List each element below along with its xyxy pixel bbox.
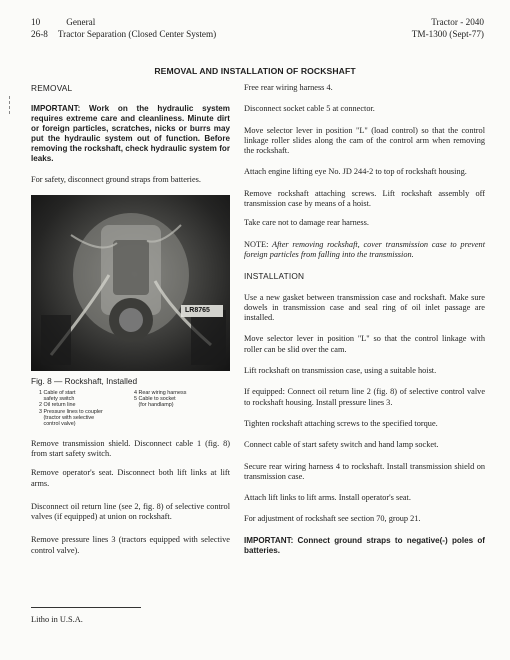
section-number: 26-8 <box>31 29 48 39</box>
removal-step: Remove transmission shield. Disconnect cable 1 (fig. 8) from start safety switch. <box>31 438 230 458</box>
removal-heading: REMOVAL <box>31 83 73 93</box>
installation-step: Tighten rockshaft attaching screws to the specified torque. <box>244 418 438 428</box>
removal-step: Disconnect oil return line (see 2, fig. 8) of selective control valves (if equipped) at union on rockshaft. <box>31 501 230 522</box>
installation-step: Use a new gasket between transmission case and rockshaft. Make sure dowels in transmission case and seal ring of oil inlet passage are installed. <box>244 292 485 323</box>
removal-step: Remove rockshaft attaching screws. Lift rockshaft assembly off transmission case by means of a hoist. <box>244 188 485 209</box>
legend-item: control valve) <box>39 421 76 428</box>
removal-step: Remove pressure lines 3 (tractors equipped with selective control valve). <box>31 535 230 555</box>
left-column <box>31 83 230 556</box>
removal-step: Remove operator's seat. Disconnect both lift links at lift arms. <box>31 468 230 488</box>
installation-step: Attach lift links to lift arms. Install operator's seat. <box>244 493 411 503</box>
margin-mark <box>9 96 10 114</box>
footer-text: Litho in U.S.A. <box>31 615 83 624</box>
section-title: Tractor Separation (Closed Center System) <box>57 29 217 39</box>
page-title: REMOVAL AND INSTALLATION OF ROCKSHAFT <box>154 66 356 76</box>
photo-label: LR8765 <box>185 306 210 314</box>
installation-step: If equipped: Connect oil return line 2 (fig. 8) of selective control valve to rockshaft housing. Install pressure lines 3. <box>244 387 485 407</box>
removal-step: Attach engine lifting eye No. JD 244-2 to top of rockshaft housing. <box>244 167 467 177</box>
right-column <box>244 83 485 556</box>
legend-item: 2 Oil return line <box>39 402 76 409</box>
removal-step: Disconnect socket cable 5 at connector. <box>244 104 375 114</box>
page-number: 10 <box>31 17 41 27</box>
figure-legend <box>31 390 230 428</box>
installation-step: For adjustment of rockshaft see section 70, group 21. <box>244 514 421 524</box>
installation-step: Lift rockshaft on transmission case, using a suitable hoist. <box>244 366 437 376</box>
removal-step: Free rear wiring harness 4. <box>244 83 333 92</box>
removal-step: Move selector lever in position "L" (load control) so that the control linkage roller slides along the cam of the control arm when removing the rockshaft. <box>244 125 485 156</box>
footer-rule <box>31 607 141 608</box>
installation-step: Connect cable of start safety switch and hand lamp socket. <box>244 440 439 450</box>
note-paragraph <box>244 240 485 261</box>
legend-item: 5 Cable to socket <box>134 396 176 403</box>
installation-heading: INSTALLATION <box>244 271 305 282</box>
figure-caption: Fig. 8 — Rockshaft, Installed <box>31 375 138 386</box>
legend-item: 3 Pressure lines to coupler <box>39 408 103 415</box>
important-notice: IMPORTANT: Work on the hydraulic system requires extreme care and cleanliness. Minute dirt or foreign particles, scratches, nicks or burrs may put the hydraulic system out of function. Before removing the rockshaft, check hydraulic system for leaks. <box>31 104 230 164</box>
legend-column-1 <box>31 390 134 428</box>
legend-item: 1 Cable of start <box>39 389 76 396</box>
legend-item: (for handlamp) <box>134 402 174 409</box>
installation-step: Secure rear wiring harness 4 to rockshaft. Install transmission shield on transmission case. <box>244 461 485 481</box>
manual-number: TM-1300 (Sept-77) <box>411 29 484 39</box>
safety-paragraph: For safety, disconnect ground straps from batteries. <box>31 175 201 185</box>
legend-item: (tractor with selective <box>39 415 95 422</box>
legend-column-2 <box>134 390 224 428</box>
installation-step: Move selector lever in position "L" so that the control linkage with roller can be slid over the cam. <box>244 334 485 354</box>
caution-text: Take care not to damage rear harness. <box>244 218 369 228</box>
rockshaft-photo-drawing <box>31 195 230 371</box>
tractor-model: Tractor - 2040 <box>431 17 484 27</box>
note-label: NOTE: <box>244 239 269 249</box>
rockshaft-photo <box>31 195 230 371</box>
group-name: General <box>66 17 96 27</box>
note-text: After removing rockshaft, cover transmission case to prevent foreign particles from falling into the transmission. <box>244 239 486 259</box>
legend-item: safety switch <box>39 396 75 403</box>
important-notice: IMPORTANT: Connect ground straps to negative(-) poles of batteries. <box>244 535 485 555</box>
legend-item: 4 Rear wiring harness <box>134 389 187 396</box>
